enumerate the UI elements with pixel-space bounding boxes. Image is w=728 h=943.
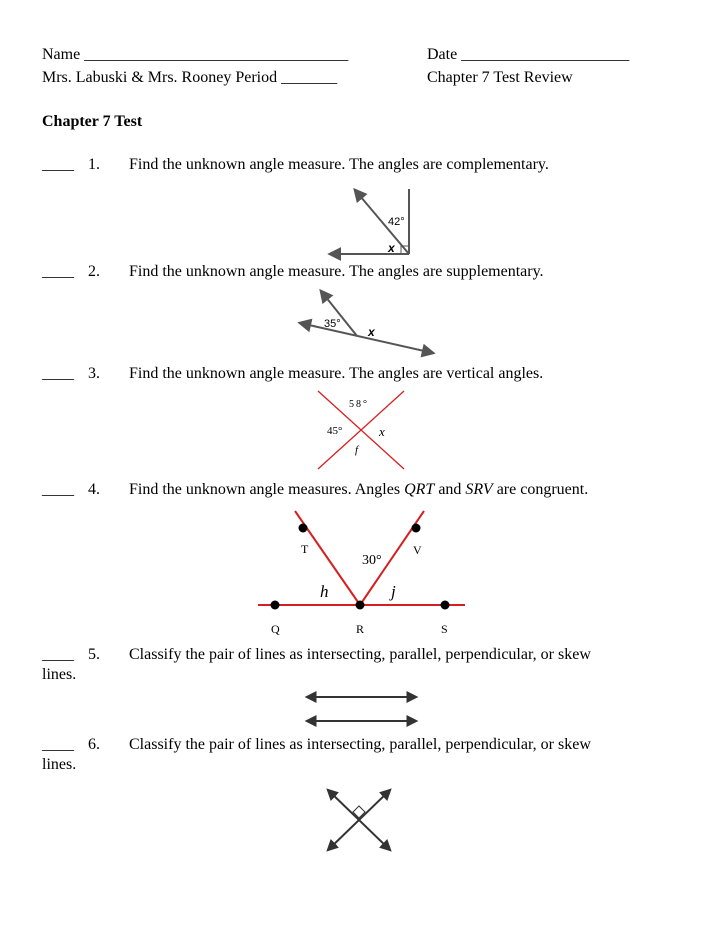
- section-title: Chapter 7 Test: [42, 113, 143, 130]
- date-label: Date _____________________: [427, 46, 630, 63]
- angle-srv: SRV: [465, 481, 493, 498]
- question-2-blank[interactable]: ____: [42, 263, 74, 280]
- unknown-x-label: x: [379, 424, 385, 439]
- question-3-blank[interactable]: ____: [42, 365, 74, 382]
- name-label: Name _________________________________: [42, 46, 349, 63]
- angle-label-42: 42°: [388, 216, 405, 228]
- unknown-h-label: h: [320, 582, 329, 601]
- figure-congruent-angles: [255, 505, 470, 640]
- point-t: [299, 524, 308, 533]
- line-straight: [300, 323, 433, 353]
- question-3-text: Find the unknown angle measure. The angles are vertical angles.: [129, 365, 544, 382]
- question-1-blank[interactable]: ____: [42, 156, 74, 173]
- angle-label-58: 58°: [349, 399, 369, 410]
- question-4-number: 4.: [88, 481, 100, 498]
- review-title: Chapter 7 Test Review: [427, 69, 573, 86]
- unknown-x-label: x: [368, 325, 375, 339]
- label-t: T: [301, 542, 309, 556]
- question-4-blank[interactable]: ____: [42, 481, 74, 498]
- question-4-text: Find the unknown angle measures. Angles QRT and SRV are congruent.: [129, 481, 589, 498]
- question-5-text: Classify the pair of lines as intersecting, parallel, perpendicular, or skew: [129, 646, 591, 663]
- question-5-blank[interactable]: ____: [42, 646, 74, 663]
- question-2-number: 2.: [88, 263, 100, 280]
- unknown-f-label: f: [355, 444, 359, 456]
- question-3-number: 3.: [88, 365, 100, 382]
- angle-label-30: 30°: [362, 553, 382, 568]
- question-5-wrap: lines.: [42, 666, 77, 683]
- question-5-number: 5.: [88, 646, 100, 663]
- point-q: [271, 601, 280, 610]
- question-6-wrap: lines.: [42, 756, 77, 773]
- angle-label-45: 45°: [327, 425, 343, 437]
- point-r: [356, 601, 365, 610]
- question-6-blank[interactable]: ____: [42, 736, 74, 753]
- label-r: R: [356, 622, 365, 636]
- question-2-text: Find the unknown angle measure. The angles are supplementary.: [129, 263, 544, 280]
- label-q: Q: [271, 622, 280, 636]
- point-s: [441, 601, 450, 610]
- angle-label-35: 35°: [324, 318, 341, 330]
- unknown-j-label: j: [391, 582, 396, 601]
- unknown-x-label: x: [388, 241, 395, 255]
- date-blank[interactable]: _____________________: [461, 46, 630, 63]
- figure-perpendicular-lines: [320, 782, 400, 857]
- figure-parallel-lines: [300, 685, 425, 735]
- question-1-text: Find the unknown angle measure. The angles are complementary.: [129, 156, 549, 173]
- teachers-period: Mrs. Labuski & Mrs. Rooney Period _______: [42, 69, 338, 86]
- label-s: S: [441, 622, 448, 636]
- point-v: [412, 524, 421, 533]
- figure-supplementary-angles: [295, 286, 440, 361]
- figure-complementary-angles: [325, 185, 425, 265]
- name-blank[interactable]: _________________________________: [84, 46, 349, 63]
- question-6-number: 6.: [88, 736, 100, 753]
- question-6-text: Classify the pair of lines as intersecting, parallel, perpendicular, or skew: [129, 736, 591, 753]
- label-v: V: [413, 543, 422, 557]
- question-1-number: 1.: [88, 156, 100, 173]
- angle-qrt: QRT: [404, 481, 435, 498]
- figure-vertical-angles: [312, 386, 412, 476]
